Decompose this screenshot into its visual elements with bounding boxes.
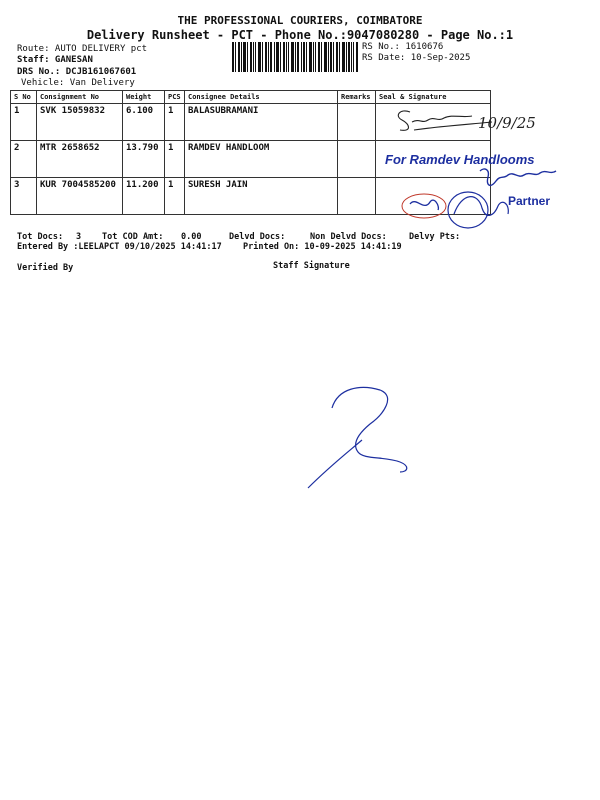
cell-remarks — [338, 104, 376, 141]
stamp-company-line: For Ramdev Handlooms — [385, 152, 535, 167]
cell-pcs: 1 — [165, 141, 185, 178]
cell-sno: 2 — [11, 141, 37, 178]
cell-remarks — [338, 141, 376, 178]
cell-consignment: SVK 15059832 — [37, 104, 123, 141]
tot-cod-label: Tot COD Amt: — [102, 232, 164, 242]
company-name: THE PROFESSIONAL COURIERS, COIMBATORE — [177, 14, 423, 27]
cell-consignment: KUR 7004585200 — [37, 178, 123, 215]
printed-on: Printed On: 10-09-2025 14:41:19 — [243, 242, 402, 252]
col-seal: Seal & Signature — [376, 91, 491, 104]
drs-number: DRS No.: DCJB161067601 — [17, 67, 137, 77]
staff-signature-scribble — [300, 380, 420, 492]
tot-docs-value: 3 — [76, 232, 82, 242]
tot-cod-value: 0.00 — [181, 232, 202, 242]
barcode — [232, 42, 358, 72]
col-pcs: PCS — [165, 91, 185, 104]
non-delvd-docs-label: Non Delvd Docs: — [310, 232, 387, 242]
delvd-docs-label: Delvd Docs: — [229, 232, 286, 242]
cell-pcs: 1 — [165, 104, 185, 141]
entered-by: Entered By :LEELAPCT 09/10/2025 14:41:17 — [17, 242, 222, 252]
staff-signature-label: Staff Signature — [273, 261, 350, 271]
tot-docs-label: Tot Docs: — [17, 232, 64, 242]
cell-consignee: RAMDEV HANDLOOM — [185, 141, 338, 178]
cell-consignee: SURESH JAIN — [185, 178, 338, 215]
col-sno: S No — [11, 91, 37, 104]
rs-date: RS Date: 10-Sep-2025 — [362, 53, 471, 63]
runsheet-title: Delivery Runsheet - PCT - Phone No.:9047080280 - Page No.:1 — [86, 28, 514, 42]
vehicle-label: Vehicle: Van Delivery — [21, 78, 135, 88]
staff-label: Staff: GANESAN — [17, 55, 93, 65]
cell-remarks — [338, 178, 376, 215]
route-label: Route: AUTO DELIVERY pct — [17, 44, 148, 54]
stamp-partner-label: Partner — [508, 194, 551, 208]
cell-consignment: MTR 2658652 — [37, 141, 123, 178]
cell-weight: 6.100 — [123, 104, 165, 141]
table-header-row — [11, 91, 491, 104]
rs-number: RS No.: 1610676 — [362, 42, 444, 52]
col-weight: Weight — [123, 91, 165, 104]
cell-sno: 3 — [11, 178, 37, 215]
signature-date-note: 10/9/25 — [478, 114, 536, 132]
cell-pcs: 1 — [165, 178, 185, 215]
col-consignment: Consignment No — [37, 91, 123, 104]
cell-consignee: BALASUBRAMANI — [185, 104, 338, 141]
cell-sno: 1 — [11, 104, 37, 141]
col-remarks: Remarks — [338, 91, 376, 104]
verified-by-label: Verified By — [17, 263, 74, 273]
cell-weight: 11.200 — [123, 178, 165, 215]
delvy-pts-label: Delvy Pts: — [409, 232, 461, 242]
cell-weight: 13.790 — [123, 141, 165, 178]
col-consignee: Consignee Details — [185, 91, 338, 104]
